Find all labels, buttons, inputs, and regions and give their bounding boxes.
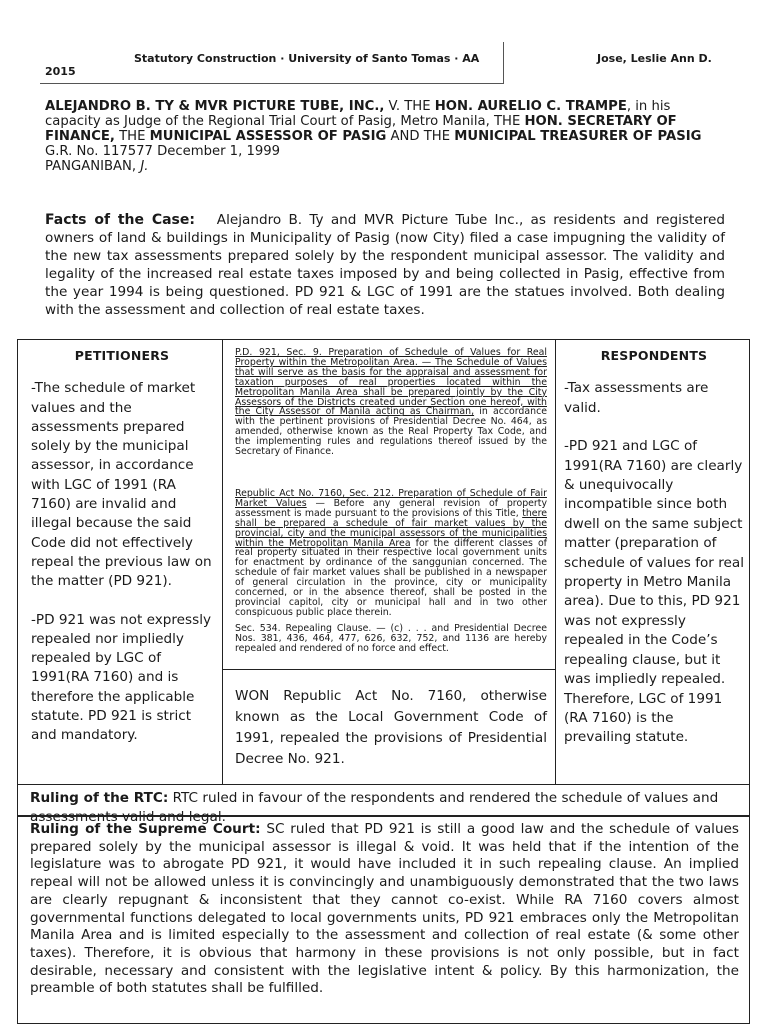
ruling-rtc [17,785,750,825]
law-pd921-rest: in accordance with the pertinent provisions of Presidential Decree No. 464, as amended, otherwise known as the Real Property Tax Code, and the implementing rules and regulations thereof issued by the Secretary of Finance. [235,406,547,458]
arguments-table [17,339,750,785]
law-sec534-title: Sec. 534. Repealing Clause. [235,623,372,634]
ruling-supreme-court [17,816,750,1024]
caption-and-the: AND THE [386,129,455,144]
page-header [0,0,768,84]
caption-respondent-assessor: MUNICIPAL ASSESSOR OF PASIG [149,129,387,144]
facts-of-the-case [45,211,725,319]
caption-versus: V. THE [384,99,435,114]
law-pd921-sec9 [223,348,555,457]
facts-label: Facts of the Case: [45,212,195,228]
law-pd921-underlined: P.D. 921, Sec. 9. Preparation of Schedule of Values for Real Property within the Metropolitan Area. — The Schedule of Values that will serve as the basis for the appraisal and assessment for taxation purposes of real properties located within the Metropolitan Manila Area shall be prepared jointly by the City Assessors of the Districts created under Section one hereof, with the City Assessor of Manila acting as Chairman, [235,347,547,418]
law-ra7160-title: Republic Act No. 7160, Sec. 212. Preparation of Schedule of Fair Market Values [235,488,547,509]
facts-text: Alejandro B. Ty and MVR Picture Tube Inc., as residents and registered owners of land & buildings in Municipality of Pasig (now City) filed a case impugning the validity of the new tax assessments prepared solely by the respondent municipal assessor. The validity and legality of the increased real estate taxes imposed by and being collected in Pasig, effective from the year 1994 is being questioned. PD 921 & LGC of 1991 are the statues involved. Both dealing with the assessment and collection of real estate taxes. [45,212,725,318]
ruling-rtc-text: RTC ruled in favour of the respondents and rendered the schedule of values and assessments valid and legal. [30,790,719,825]
header-divider [503,42,504,84]
header-underline [40,83,503,84]
caption-respondent-secretary: HON. SECRETARY OF FINANCE, [45,114,677,144]
caption-respondent-treasurer: MUNICIPAL TREASURER OF PASIG [454,129,702,144]
law-ra7160-sec212 [223,489,555,618]
respondents-column [556,340,750,784]
ponente-name: PANGANIBAN, [45,159,141,174]
respondents-point: -Tax assessments are valid. [564,380,709,416]
law-ra7160-mid: — Before any general revision of property assessment is made pursuant to the provisions of this Title, [235,497,547,519]
ruling-sc-text: SC ruled that PD 921 is still a good law and the schedule of values prepared solely by the municipal assessor is illegal & void. It was held that if the intention of the legislature was to abrogate PD 921, it would have included it in such repealing clause. An implied repeal will not be allowed unless it is convincingly and unambiguously demonstrated that the two laws are clearly repugnant & inconsistent that they cannot co-exist. While RA 7160 covers almost governmental functions delegated to local governments units, PD 921 embraces only the Metropolitan Manila Area and is limited especially to the assessment and collection of real estate (& some other taxes). Therefore, it is obvious that harmony in these provisions is not only possible, but in fact desirable, necessary and consistent with the legislative intent & policy. By this harmonization, the preamble of both statutes shall be fulfilled. [30,821,740,997]
header-course: Statutory Construction · University of Santo Tomas · AA [134,52,480,65]
statutes-column [223,340,555,784]
petitioners-point: -The schedule of market values and the assessments prepared solely by the municipal assessor, in accordance with LGC of 1991 (RA 7160) are invalid and illegal because the said Code did not effectively repeal the previous law on the matter (PD 921). [31,380,212,590]
caption-judge-capacity: , in his capacity as Judge of the Regional Trial Court of Pasig, Metro Manila, THE [45,99,671,129]
ponente-title: J. [140,159,149,174]
law-sec534-rest: — (c) . . . and Presidential Decree Nos. 381, 436, 464, 477, 626, 632, 752, and 1136 are hereby repealed and rendered of no force and effect. [235,623,547,654]
case-caption [45,99,725,174]
petitioners-column [18,340,222,784]
caption-petitioners: ALEJANDRO B. TY & MVR PICTURE TUBE, INC., [45,99,385,114]
respondents-heading: RESPONDENTS [600,348,708,363]
case-gr-number: G.R. No. 117577 December 1, 1999 [45,144,281,159]
header-year: 2015 [45,65,76,78]
ruling-sc-label: Ruling of the Supreme Court: [30,821,261,837]
caption-respondent-judge: HON. AURELIO C. TRAMPE [434,99,627,114]
petitioners-point: -PD 921 was not expressly repealed nor impliedly repealed by LGC of 1991(RA 7160) and is therefore the applicable statute. PD 921 is strict and mandatory. [31,611,212,744]
law-ra7160-underlined: there shall be prepared a schedule of fair market values by the provincial, city and the municipal assessors of the municipalities within the Metropolitan Manila Area [235,507,547,549]
ruling-rtc-label: Ruling of the RTC: [30,790,169,806]
case-ponente [45,159,725,174]
petitioners-heading: PETITIONERS [74,348,170,363]
issue-statement: WON Republic Act No. 7160, otherwise known as the Local Government Code of 1991, repealed the provisions of Presidential Decree No. 921. [235,688,547,767]
law-sec534-repealing-clause [223,624,555,654]
law-ra7160-rest: for the different classes of real property situated in their respective local government units for enactment by ordinance of the sanggunian concerned. The schedule of fair market values shall be published in a newspaper of general circulation in the province, city or municipality concerned, or in the absence thereof, shall be posted in the provincial capitol, city or municipal hall and in two other conspicuous public place therein. [235,537,547,618]
header-author: Jose, Leslie Ann D. [597,52,712,65]
respondents-point: -PD 921 and LGC of 1991(RA 7160) are clearly & unequivocally incompatible since both dwell on the same subject matter (preparation of schedule of values for real property in Metro Manila area). Due to this, PD 921 was not expressly repealed in the Code’s repealing clause, but it was impliedly repealed. Therefore, LGC of 1991 (RA 7160) is the prevailing statute. [564,438,744,746]
caption-the: THE [114,129,150,144]
